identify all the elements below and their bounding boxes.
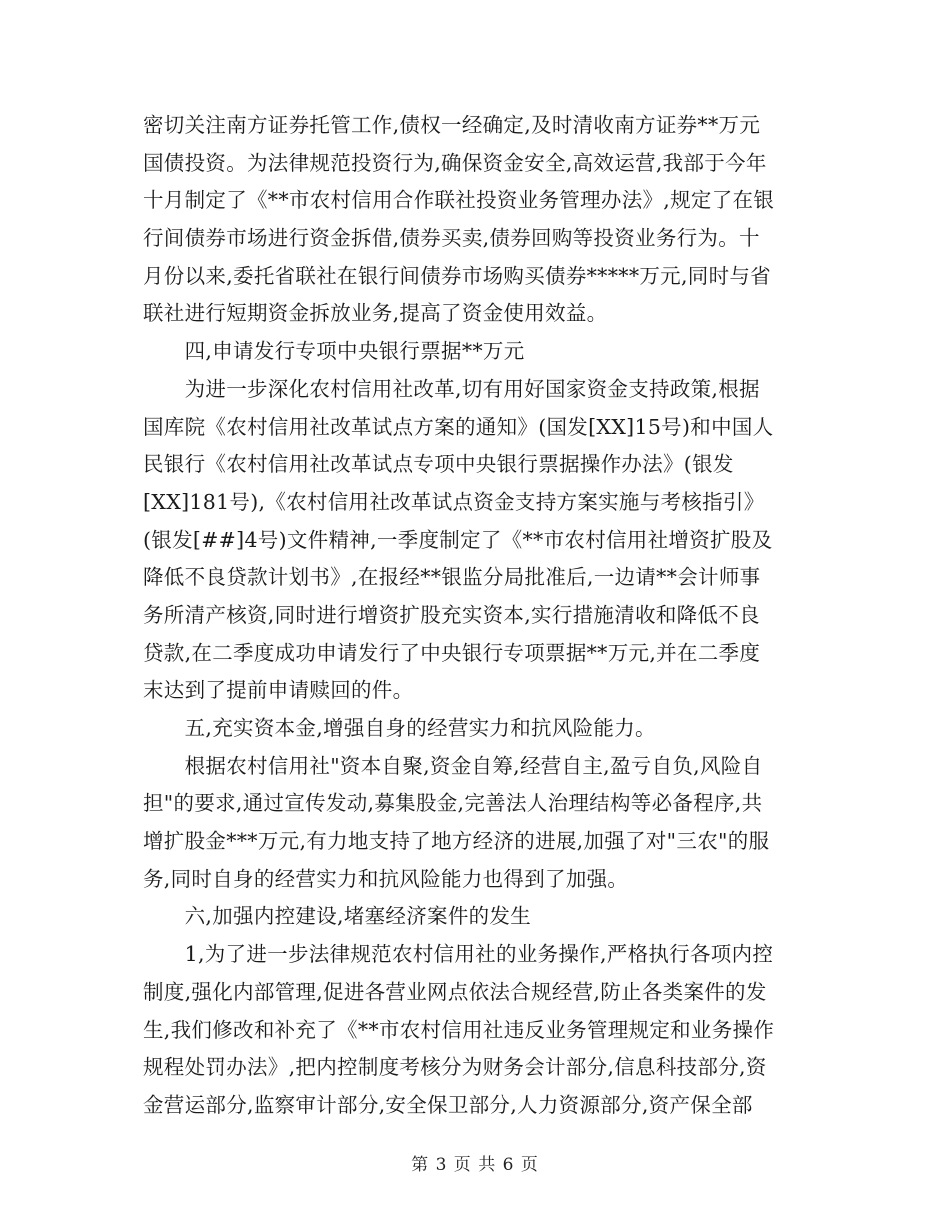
text-line: 降低不良贷款计划书》,在报经**银监分局批准后,一边请**会计师事 (143, 565, 761, 590)
page-number: 第 3 页 共 6 页 (411, 1155, 539, 1175)
text-line: 生,我们修改和补充了《**市农村信用社违反业务管理规定和业务操作 (143, 1017, 775, 1042)
text-line: 1,为了进一步法律规范农村信用社的业务操作,严格执行各项内控 (143, 942, 774, 967)
text-line: 末达到了提前申请赎回的件。 (143, 678, 414, 703)
text-line: 行间债券市场进行资金拆借,债券买卖,债券回购等投资业务行为。十 (143, 226, 760, 251)
text-line: 根据农村信用社"资本自聚,资金自筹,经营自主,盈亏自负,风险自 (143, 753, 763, 778)
section-heading: 四,申请发行专项中央银行票据**万元 (143, 339, 525, 364)
text-line: (银发[##]4号)文件精神,一季度制定了《**市农村信用社增资扩股及 (143, 527, 773, 552)
text-line: 民银行《农村信用社改革试点专项中央银行票据操作办法》(银发 (143, 452, 734, 477)
text-line: 为进一步深化农村信用社改革,切有用好国家资金支持政策,根据 (143, 376, 760, 401)
page-footer (0, 1150, 950, 1175)
section-heading: 六,加强内控建设,堵塞经济案件的发生 (143, 904, 532, 929)
text-line: 十月制定了《**市农村信用合作联社投资业务管理办法》,规定了在银 (143, 188, 775, 213)
text-line: 金营运部分,监察审计部分,安全保卫部分,人力资源部分,资产保全部 (143, 1092, 753, 1117)
text-line: 密切关注南方证券托管工作,债权一经确定,及时清收南方证券**万元 (143, 113, 761, 137)
text-line: 务所清产核资,同时进行增资扩股充实资本,实行措施清收和降低不良 (143, 602, 760, 627)
text-line: 务,同时自身的经营实力和抗风险能力也得到了加强。 (143, 866, 629, 891)
text-line: 增扩股金***万元,有力地支持了地方经济的进展,加强了对"三农"的服 (143, 829, 770, 854)
text-line: 国债投资。为法律规范投资行为,确保资金安全,高效运营,我部于今年 (143, 150, 767, 175)
text-line: 制度,强化内部管理,促进各营业网点依法合规经营,防止各类案件的发 (143, 979, 767, 1004)
text-line: [XX]181号),《农村信用社改革试点资金支持方案实施与考核指引》 (143, 489, 765, 514)
text-line: 贷款,在二季度成功申请发行了中央银行专项票据**万元,并在二季度 (143, 640, 761, 665)
document-body (143, 107, 803, 1125)
text-line: 担"的要求,通过宣传发动,募集股金,完善法人治理结构等必备程序,共 (143, 791, 763, 816)
text-line: 国库院《农村信用社改革试点方案的通知》(国发[XX]15号)和中国人 (143, 414, 774, 439)
section-heading: 五,充实资本金,增强自身的经营实力和抗风险能力。 (143, 716, 656, 740)
text-line: 规程处罚办法》,把内控制度考核分为财务会计部分,信息科技部分,资 (143, 1055, 767, 1080)
text-line: 月份以来,委托省联社在银行间债券市场购买债券*****万元,同时与省 (143, 263, 771, 288)
text-line: 联社进行短期资金拆放业务,提高了资金使用效益。 (143, 301, 608, 326)
